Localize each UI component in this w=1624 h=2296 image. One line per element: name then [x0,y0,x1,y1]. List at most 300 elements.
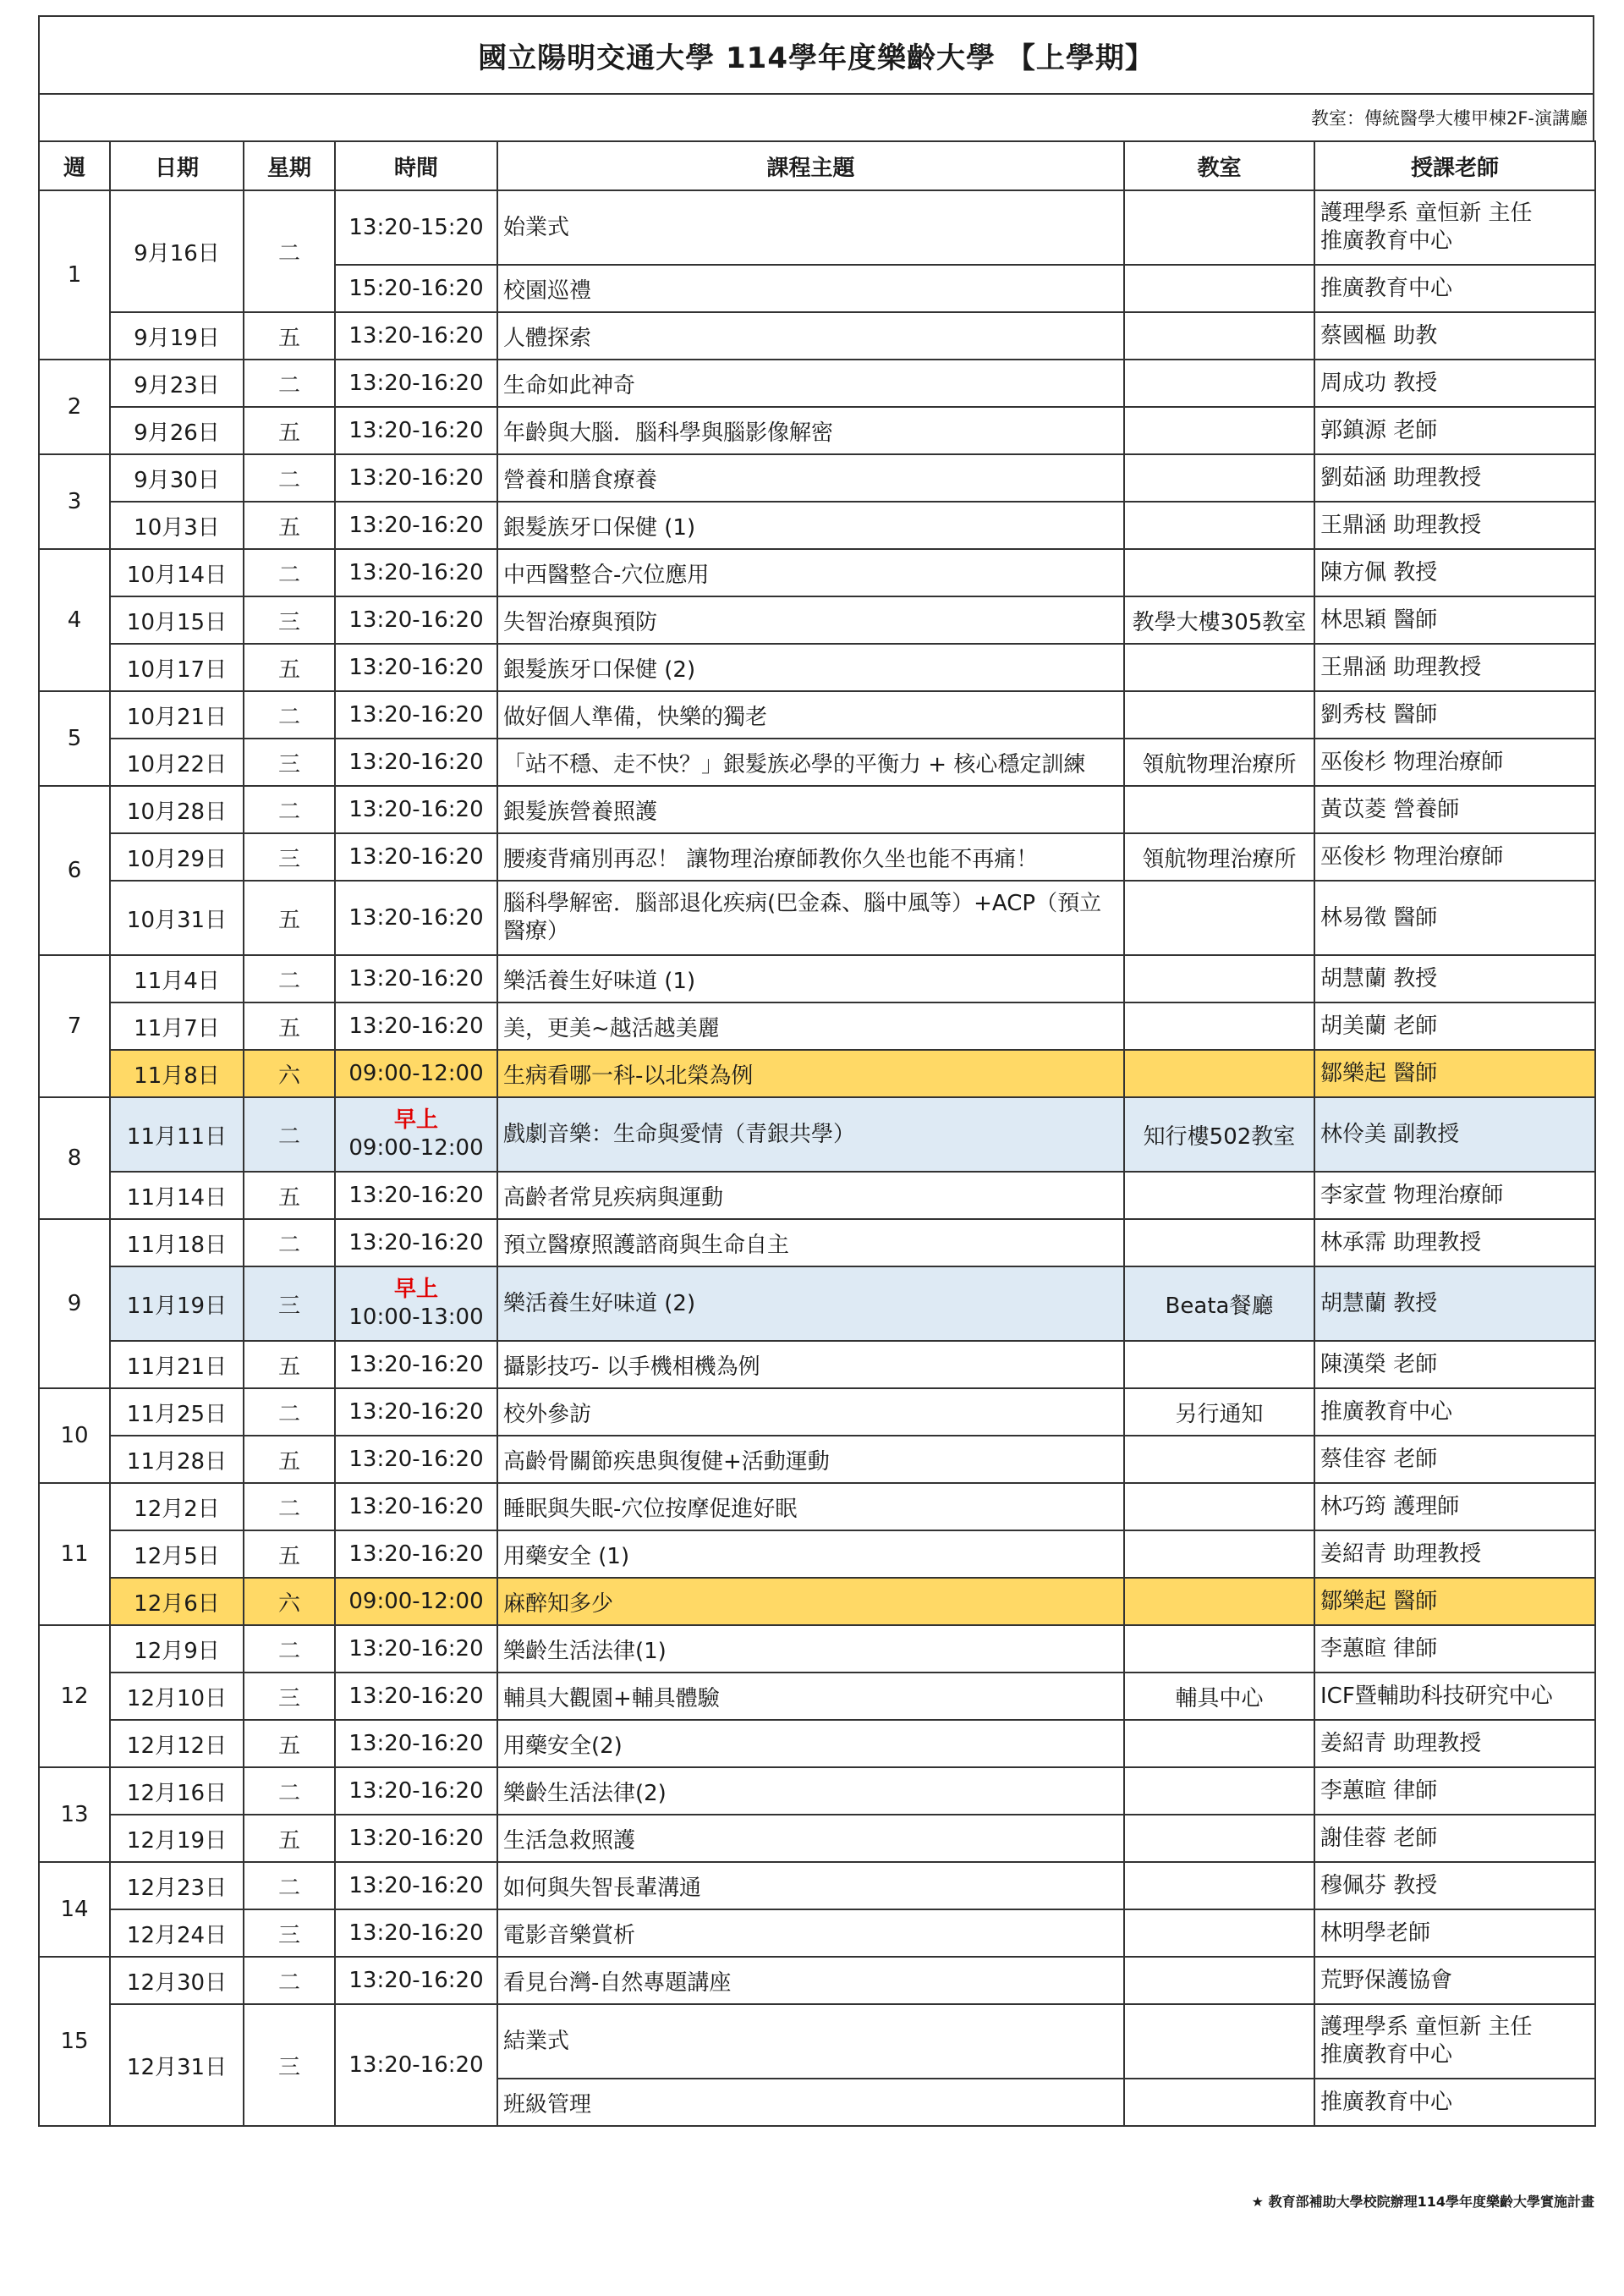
time-cell: 13:20-16:20 [335,1002,497,1050]
room-cell: 教學大樓305教室 [1124,596,1314,644]
teacher-name: 鄒樂起 醫師 [1320,1588,1438,1614]
weekday-cell: 五 [244,1815,335,1862]
teacher-name: 巫俊杉 物理治療師 [1320,749,1504,775]
teacher-cell [1314,1266,1595,1341]
time-cell: 13:20-16:20 [335,1388,497,1436]
date-cell: 10月14日 [110,549,244,596]
weekday-cell: 五 [244,312,335,360]
room-cell [1124,1815,1314,1862]
table-row [39,644,1595,691]
room-cell [1124,1625,1314,1673]
room-cell [1124,454,1314,502]
table-row [39,1815,1595,1862]
room-cell [1124,691,1314,739]
topic-cell: 年齡與大腦．腦科學與腦影像解密 [497,407,1124,454]
room-cell [1124,1862,1314,1909]
week-number: 11 [39,1483,110,1625]
date-cell: 11月19日 [110,1266,244,1341]
time-cell: 13:20-16:20 [335,454,497,502]
table-row [39,1388,1595,1436]
topic-cell: 看見台灣-自然專題講座 [497,1957,1124,2004]
teacher-name: 胡慧蘭 教授 [1320,1290,1438,1316]
weekday-cell: 五 [244,1720,335,1767]
time-cell: 13:20-16:20 [335,1436,497,1483]
table-row [39,691,1595,739]
week-number: 6 [39,786,110,955]
teacher-cell [1314,265,1595,312]
teacher-name: 姜紹青 助理教授 [1320,1730,1482,1756]
table-row [39,1341,1595,1388]
topic-cell: 樂齡生活法律(1) [497,1625,1124,1673]
date-cell: 9月26日 [110,407,244,454]
teacher-name: 郭鎮源 老師 [1320,417,1438,443]
teacher-name: 蔡國樞 助教 [1320,322,1438,349]
date-cell: 12月12日 [110,1720,244,1767]
date-cell: 10月21日 [110,691,244,739]
date-cell: 12月2日 [110,1483,244,1530]
header-weekday: 星期 [244,141,335,190]
topic-cell: 校園巡禮 [497,265,1124,312]
date-cell: 12月16日 [110,1767,244,1815]
table-row [39,1050,1595,1097]
teacher-name: 劉秀枝 醫師 [1320,701,1438,728]
topic-cell: 輔具大觀園+輔具體驗 [497,1673,1124,1720]
room-cell [1124,1002,1314,1050]
time-cell: 13:20-16:20 [335,955,497,1002]
schedule-sheet [38,15,1594,2127]
time-cell: 13:20-16:20 [335,644,497,691]
morning-label: 早上 [393,1107,438,1133]
time-cell: 15:20-16:20 [335,265,497,312]
room-cell: Beata餐廳 [1124,1266,1314,1341]
room-cell [1124,1219,1314,1266]
teacher-name: 林思穎 醫師 [1320,607,1438,633]
topic-cell: 生命如此神奇 [497,360,1124,407]
date-cell: 10月31日 [110,881,244,955]
teacher-cell [1314,1767,1595,1815]
topic-cell: 樂活養生好味道 (1) [497,955,1124,1002]
time-cell: 13:20-16:20 [335,596,497,644]
time-cell: 13:20-16:20 [335,502,497,549]
room-cell [1124,360,1314,407]
teacher-name: 鄒樂起 醫師 [1320,1060,1438,1086]
date-cell: 9月30日 [110,454,244,502]
room-cell: 知行樓502教室 [1124,1097,1314,1172]
teacher-name: 李家萱 物理治療師 [1320,1182,1504,1208]
weekday-cell: 三 [244,1909,335,1957]
date-cell: 12月10日 [110,1673,244,1720]
teacher-cell [1314,2004,1595,2079]
weekday-cell: 五 [244,407,335,454]
header-room: 教室 [1124,141,1314,190]
time-cell: 13:20-16:20 [335,1172,497,1219]
teacher-name: 姜紹青 助理教授 [1320,1541,1482,1567]
topic-cell: 失智治療與預防 [497,596,1124,644]
weekday-cell: 三 [244,739,335,786]
time-cell: 13:20-16:20 [335,360,497,407]
teacher-name: 護理學系 童恒新 主任 [1320,200,1533,226]
week-number: 14 [39,1862,110,1957]
date-cell: 11月21日 [110,1341,244,1388]
table-row [39,1625,1595,1673]
teacher-name: ICF暨輔助科技研究中心 [1320,1683,1553,1709]
week-number: 4 [39,549,110,691]
header-week: 週 [39,141,110,190]
time-cell: 13:20-16:20 [335,833,497,881]
table-row [39,739,1595,786]
time-cell: 13:20-16:20 [335,881,497,955]
topic-cell: 營養和膳食療養 [497,454,1124,502]
topic-cell: 生病看哪一科-以北榮為例 [497,1050,1124,1097]
time-value: 10:00-13:00 [348,1305,484,1330]
room-cell [1124,1909,1314,1957]
table-row [39,1673,1595,1720]
room-cell [1124,312,1314,360]
topic-cell: 中西醫整合-穴位應用 [497,549,1124,596]
teacher-cell [1314,881,1595,955]
weekday-cell: 五 [244,644,335,691]
weekday-cell: 二 [244,1957,335,2004]
header-topic: 課程主題 [497,141,1124,190]
room-cell [1124,1530,1314,1578]
weekday-cell: 五 [244,502,335,549]
table-row [39,1720,1595,1767]
teacher-name: 王鼎涵 助理教授 [1320,512,1482,538]
topic-cell: 預立醫療照護諮商與生命自主 [497,1219,1124,1266]
date-cell: 11月11日 [110,1097,244,1172]
topic-cell: 樂活養生好味道 (2) [497,1266,1124,1341]
date-cell: 11月7日 [110,1002,244,1050]
teacher-cell [1314,407,1595,454]
weekday-cell: 二 [244,1388,335,1436]
weekday-cell: 二 [244,549,335,596]
week-number: 2 [39,360,110,454]
date-cell: 9月19日 [110,312,244,360]
weekday-cell: 二 [244,1483,335,1530]
teacher-cell [1314,1483,1595,1530]
teacher-name: 胡慧蘭 教授 [1320,965,1438,991]
room-cell: 另行通知 [1124,1388,1314,1436]
room-cell [1124,1172,1314,1219]
page-title: 國立陽明交通大學 114學年度樂齡大學 【上學期】 [38,15,1594,93]
time-cell: 09:00-12:00 [335,1050,497,1097]
table-row [39,833,1595,881]
table-row [39,786,1595,833]
date-cell: 11月14日 [110,1172,244,1219]
weekday-cell: 六 [244,1050,335,1097]
weekday-cell: 二 [244,1097,335,1172]
date-cell: 12月5日 [110,1530,244,1578]
table-row [39,407,1595,454]
date-cell: 10月29日 [110,833,244,881]
topic-cell: 電影音樂賞析 [497,1909,1124,1957]
weekday-cell: 五 [244,881,335,955]
topic-cell: 麻醉知多少 [497,1578,1124,1625]
date-cell: 11月4日 [110,955,244,1002]
teacher-name: 黃苡菱 營養師 [1320,796,1460,822]
teacher-cell [1314,312,1595,360]
date-cell: 12月31日 [110,2004,244,2126]
table-row [39,1483,1595,1530]
teacher-name: 李蕙暄 律師 [1320,1635,1438,1662]
date-cell: 12月23日 [110,1862,244,1909]
teacher-name: 護理學系 童恒新 主任 [1320,2014,1533,2040]
table-row [39,1957,1595,2004]
teacher-cell [1314,1957,1595,2004]
table-row [39,1436,1595,1483]
room-cell [1124,190,1314,265]
topic-cell: 結業式 [497,2004,1124,2079]
date-cell: 11月18日 [110,1219,244,1266]
topic-cell: 銀髮族營養照護 [497,786,1124,833]
table-row [39,360,1595,407]
teacher-name: 推廣教育中心 [1320,1398,1453,1425]
schedule-body [39,190,1595,2126]
time-cell: 13:20-16:20 [335,549,497,596]
topic-cell: 用藥安全(2) [497,1720,1124,1767]
teacher-cell [1314,1097,1595,1172]
time-cell: 09:00-12:00 [335,1578,497,1625]
topic-cell: 腦科學解密．腦部退化疾病(巴金森、腦中風等）+ACP（預立醫療） [497,881,1124,955]
weekday-cell: 五 [244,1341,335,1388]
time-cell: 13:20-16:20 [335,1862,497,1909]
time-cell: 13:20-16:20 [335,1219,497,1266]
topic-cell: 腰痠背痛別再忍！ 讓物理治療師教你久坐也能不再痛！ [497,833,1124,881]
room-cell [1124,1483,1314,1530]
teacher-name: 李蕙暄 律師 [1320,1777,1438,1804]
week-number: 3 [39,454,110,549]
weekday-cell: 二 [244,190,335,312]
table-row [39,2004,1595,2079]
topic-cell: 如何與失智長輩溝通 [497,1862,1124,1909]
time-cell: 13:20-16:20 [335,1483,497,1530]
topic-cell: 用藥安全 (1) [497,1530,1124,1578]
topic-cell: 睡眠與失眠-穴位按摩促進好眠 [497,1483,1124,1530]
room-cell [1124,1341,1314,1388]
teacher-cell [1314,644,1595,691]
room-cell [1124,786,1314,833]
time-cell: 13:20-16:20 [335,1909,497,1957]
room-cell [1124,955,1314,1002]
teacher-cell [1314,833,1595,881]
header-date: 日期 [110,141,244,190]
schedule-table [38,140,1596,2127]
teacher-cell [1314,1909,1595,1957]
teacher-name: 推廣教育中心 [1320,275,1453,301]
teacher-cell [1314,454,1595,502]
time-cell: 13:20-16:20 [335,1767,497,1815]
weekday-cell: 二 [244,1219,335,1266]
week-number: 9 [39,1219,110,1388]
table-row [39,955,1595,1002]
classroom-note: 教室：傳統醫學大樓甲棟2F-演講廳 [38,93,1594,140]
room-cell [1124,407,1314,454]
room-cell [1124,502,1314,549]
teacher-name: 陳方佩 教授 [1320,559,1438,585]
time-cell: 13:20-16:20 [335,786,497,833]
time-cell: 13:20-16:20 [335,1720,497,1767]
date-cell: 11月8日 [110,1050,244,1097]
table-row [39,190,1595,265]
teacher-cell [1314,549,1595,596]
teacher-cell [1314,1815,1595,1862]
topic-cell: 始業式 [497,190,1124,265]
teacher-name: 巫俊杉 物理治療師 [1320,843,1504,870]
time-cell: 13:20-16:20 [335,1625,497,1673]
topic-cell: 銀髮族牙口保健 (1) [497,502,1124,549]
table-row [39,312,1595,360]
room-cell [1124,1957,1314,2004]
topic-cell: 人體探索 [497,312,1124,360]
time-cell [335,1266,497,1341]
weekday-cell: 二 [244,955,335,1002]
teacher-cell [1314,1388,1595,1436]
teacher-cell [1314,1720,1595,1767]
room-cell [1124,1720,1314,1767]
room-cell: 領航物理治療所 [1124,739,1314,786]
teacher-name: 荒野保護協會 [1320,1967,1453,1993]
date-cell: 12月6日 [110,1578,244,1625]
teacher-name: 林巧筠 護理師 [1320,1493,1460,1519]
weekday-cell: 五 [244,1530,335,1578]
teacher-name: 推廣教育中心 [1320,228,1453,254]
date-cell: 10月15日 [110,596,244,644]
teacher-cell [1314,691,1595,739]
table-row [39,1219,1595,1266]
teacher-name: 林明學老師 [1320,1920,1431,1946]
date-cell: 12月9日 [110,1625,244,1673]
topic-cell: 班級管理 [497,2079,1124,2126]
room-cell [1124,881,1314,955]
room-cell [1124,1050,1314,1097]
date-cell: 11月28日 [110,1436,244,1483]
morning-label: 早上 [393,1277,438,1302]
time-cell: 13:20-16:20 [335,312,497,360]
footer-note: ★ 教育部補助大學校院辦理114學年度樂齡大學實施計畫 [1251,2194,1594,2210]
header-teacher: 授課老師 [1314,141,1595,190]
weekday-cell: 二 [244,1625,335,1673]
topic-cell: 做好個人準備，快樂的獨老 [497,691,1124,739]
teacher-cell [1314,1002,1595,1050]
topic-cell: 樂齡生活法律(2) [497,1767,1124,1815]
room-cell [1124,549,1314,596]
date-cell: 12月30日 [110,1957,244,2004]
date-cell: 9月16日 [110,190,244,312]
week-number: 10 [39,1388,110,1483]
teacher-cell [1314,1341,1595,1388]
teacher-name: 王鼎涵 助理教授 [1320,654,1482,680]
table-row [39,1909,1595,1957]
room-cell [1124,1767,1314,1815]
topic-cell: 生活急救照護 [497,1815,1124,1862]
table-row [39,596,1595,644]
time-cell [335,1097,497,1172]
weekday-cell: 二 [244,1862,335,1909]
time-cell: 13:20-16:20 [335,407,497,454]
table-row [39,1266,1595,1341]
topic-cell: 「站不穩、走不快？」銀髮族必學的平衡力 + 核心穩定訓練 [497,739,1124,786]
week-number: 1 [39,190,110,360]
teacher-name: 陳漢榮 老師 [1320,1351,1438,1377]
date-cell: 10月3日 [110,502,244,549]
week-number: 5 [39,691,110,786]
teacher-cell [1314,502,1595,549]
time-cell: 13:20-15:20 [335,190,497,265]
room-cell [1124,265,1314,312]
teacher-name: 推廣教育中心 [1320,2089,1453,2115]
table-row [39,1530,1595,1578]
teacher-name: 推廣教育中心 [1320,2042,1453,2068]
topic-cell: 攝影技巧- 以手機相機為例 [497,1341,1124,1388]
time-cell: 13:20-16:20 [335,1957,497,2004]
topic-cell: 高齡者常見疾病與運動 [497,1172,1124,1219]
time-cell: 13:20-16:20 [335,739,497,786]
header-row [39,141,1595,190]
time-value: 09:00-12:00 [348,1135,484,1161]
weekday-cell: 二 [244,454,335,502]
time-cell: 13:20-16:20 [335,691,497,739]
teacher-cell [1314,190,1595,265]
teacher-cell [1314,2079,1595,2126]
room-cell [1124,2079,1314,2126]
teacher-cell [1314,1862,1595,1909]
teacher-name: 林承霈 助理教授 [1320,1229,1482,1255]
topic-cell: 美，更美~越活越美麗 [497,1002,1124,1050]
weekday-cell: 三 [244,1673,335,1720]
room-cell [1124,1578,1314,1625]
teacher-cell [1314,1625,1595,1673]
weekday-cell: 三 [244,2004,335,2126]
teacher-cell [1314,1436,1595,1483]
time-cell: 13:20-16:20 [335,2004,497,2126]
weekday-cell: 五 [244,1436,335,1483]
teacher-cell [1314,360,1595,407]
weekday-cell: 五 [244,1002,335,1050]
teacher-cell [1314,739,1595,786]
weekday-cell: 二 [244,786,335,833]
date-cell: 10月22日 [110,739,244,786]
weekday-cell: 三 [244,596,335,644]
table-row [39,881,1595,955]
date-cell: 12月24日 [110,1909,244,1957]
teacher-name: 劉茹涵 助理教授 [1320,464,1482,491]
weekday-cell: 五 [244,1172,335,1219]
table-row [39,1002,1595,1050]
week-number: 13 [39,1767,110,1862]
date-cell: 9月23日 [110,360,244,407]
room-cell: 領航物理治療所 [1124,833,1314,881]
topic-cell: 戲劇音樂：生命與愛情（青銀共學） [497,1097,1124,1172]
teacher-cell [1314,1219,1595,1266]
date-cell: 10月28日 [110,786,244,833]
teacher-name: 胡美蘭 老師 [1320,1013,1438,1039]
weekday-cell: 二 [244,691,335,739]
weekday-cell: 三 [244,1266,335,1341]
room-cell: 輔具中心 [1124,1673,1314,1720]
weekday-cell: 二 [244,360,335,407]
room-cell [1124,2004,1314,2079]
teacher-name: 周成功 教授 [1320,370,1438,396]
time-cell: 13:20-16:20 [335,1530,497,1578]
time-cell: 13:20-16:20 [335,1341,497,1388]
date-cell: 12月19日 [110,1815,244,1862]
weekday-cell: 三 [244,833,335,881]
room-cell [1124,1436,1314,1483]
weekday-cell: 六 [244,1578,335,1625]
teacher-cell [1314,1172,1595,1219]
table-row [39,454,1595,502]
week-number: 8 [39,1097,110,1219]
